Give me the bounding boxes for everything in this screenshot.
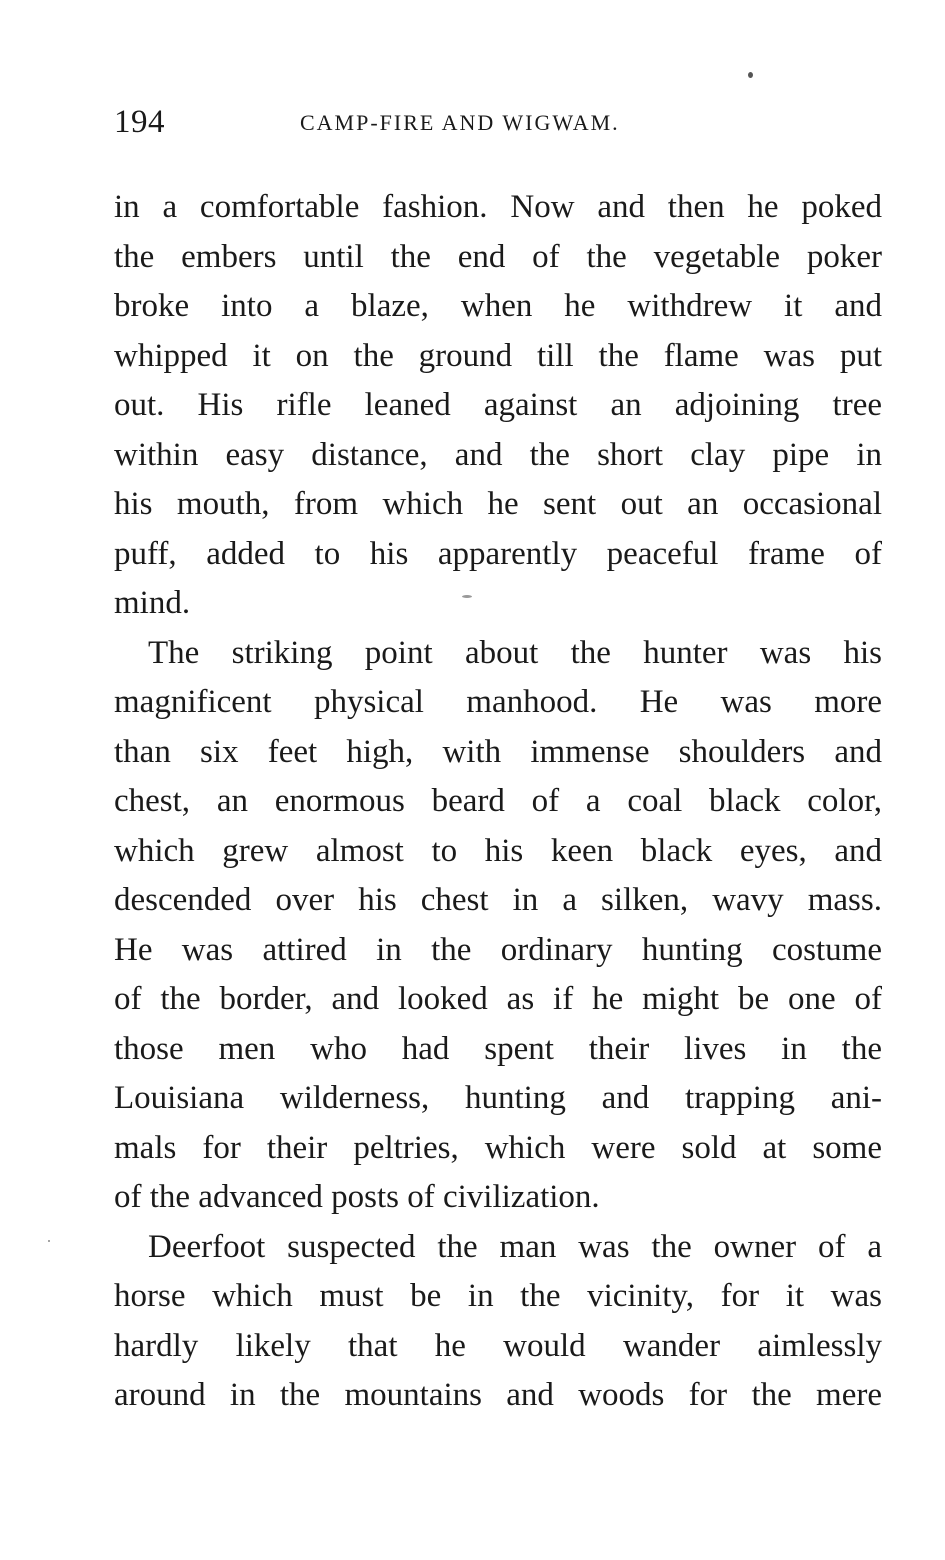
paragraph-start-line: Deerfoot suspected the man was the owner of a <box>148 1228 882 1265</box>
text-line: than six feet high, with immense shoulders and <box>114 733 882 770</box>
text-line: those men who had spent their lives in the <box>114 1030 882 1067</box>
text-line: puff, added to his apparently peaceful frame of <box>114 535 882 572</box>
text-line: hardly likely that he would wander aimlessly <box>114 1327 882 1364</box>
text-line: out. His rifle leaned against an adjoining tree <box>114 387 882 423</box>
paragraph-start-line: The striking point about the hunter was his <box>148 634 882 671</box>
ink-speck <box>748 72 753 78</box>
ink-speck <box>48 1240 50 1242</box>
text-line: in a comfortable fashion. Now and then he poked <box>114 189 882 225</box>
text-line: Louisiana wilderness, hunting and trapping ani- <box>114 1080 882 1116</box>
text-line: the embers until the end of the vegetable poker <box>114 238 882 275</box>
page-header <box>114 102 884 142</box>
text-line: whipped it on the ground till the flame was put <box>114 337 882 374</box>
text-line: of the border, and looked as if he might be one of <box>114 981 882 1017</box>
text-line: mals for their peltries, which were sold at some <box>114 1129 882 1166</box>
text-line: broke into a blaze, when he withdrew it and <box>114 288 882 324</box>
paragraph-end-line: mind. <box>114 585 191 621</box>
page-number: 194 <box>114 104 165 140</box>
text-line: magnificent physical manhood. He was more <box>114 684 882 720</box>
text-line: around in the mountains and woods for the mere <box>114 1377 882 1413</box>
text-line: He was attired in the ordinary hunting costume <box>114 931 882 968</box>
body-text <box>114 183 882 1421</box>
text-line: chest, an enormous beard of a coal black color, <box>114 783 882 819</box>
paragraph-end-line: of the advanced posts of civilization. <box>114 1179 600 1215</box>
running-title: CAMP-FIRE AND WIGWAM. <box>300 110 620 135</box>
text-line: horse which must be in the vicinity, for it was <box>114 1278 882 1314</box>
text-line: within easy distance, and the short clay pipe in <box>114 436 882 473</box>
text-line: his mouth, from which he sent out an occasional <box>114 486 882 522</box>
text-line: which grew almost to his keen black eyes, and <box>114 832 882 869</box>
text-line: descended over his chest in a silken, wavy mass. <box>114 882 882 918</box>
